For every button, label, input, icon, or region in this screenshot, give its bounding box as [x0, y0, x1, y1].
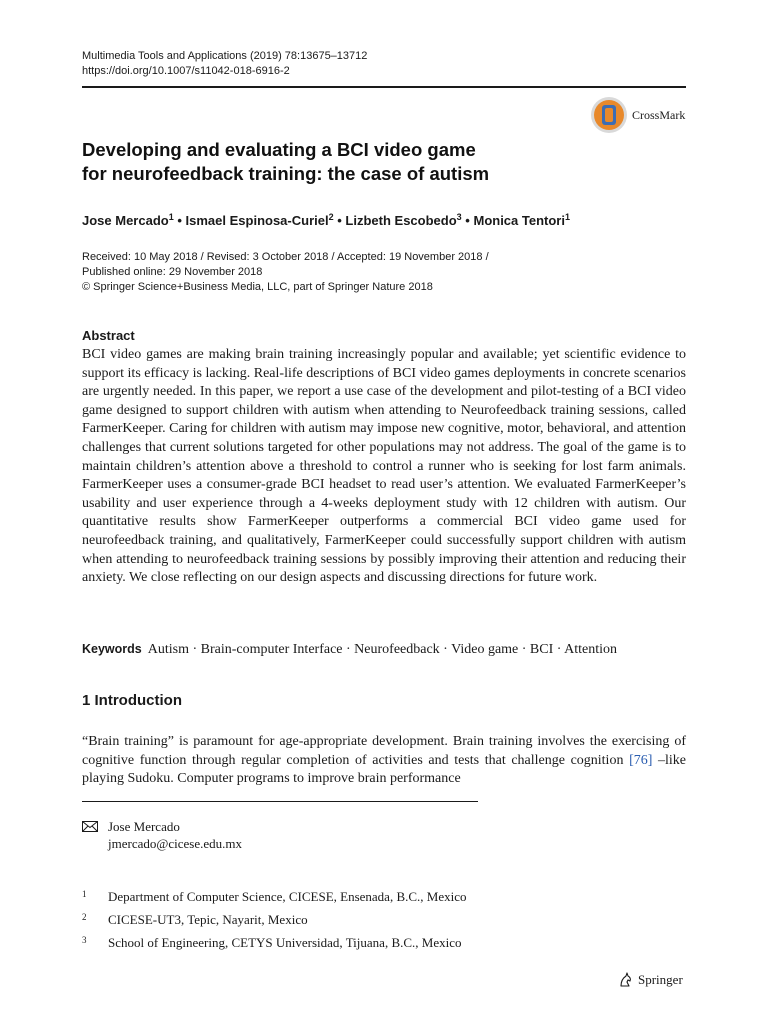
intro-text-start: “Brain training” is paramount for age-appropriate development. Brain training involves the exercising of cognitive function through regular completion of activities and tests that challenge cognition [82, 734, 686, 768]
journal-citation: Multimedia Tools and Applications (2019) 78:13675–13712 [82, 50, 368, 62]
keywords [82, 640, 686, 659]
received-revised-accepted: Received: 10 May 2018 / Revised: 3 October 2018 / Accepted: 19 November 2018 / [82, 251, 489, 263]
affiliation-number: 1 [82, 889, 87, 899]
abstract-heading: Abstract [82, 328, 135, 343]
author-name[interactable]: Monica Tentori [473, 213, 565, 228]
affiliation-number: 3 [82, 935, 87, 945]
author-name[interactable]: Ismael Espinosa-Curiel [185, 213, 329, 228]
footnote-rule [82, 801, 478, 802]
affiliation-2 [82, 911, 308, 928]
envelope-icon [82, 818, 108, 835]
title-line-2: for neurofeedback training: the case of autism [82, 163, 490, 184]
author-separator: • [465, 213, 470, 228]
title-line-1: Developing and evaluating a BCI video game [82, 139, 476, 160]
abstract-text: BCI video games are making brain training increasingly popular and available; yet scientific evidence to support its efficacy is lacking. Real-life descriptions of BCI video games deployments in concrete scenarios are urgently needed. In this paper, we report a use case of the development and pilot-testing of a BCI video game designed to support children with autism when attending to Neurofeedback training sessions, called FarmerKeeper. Caring for children with autism may impose new cognitive, motor, behavioral, and attention challenges that current solutions targeted for other populations may not address. The goal of the game is to maintain children’s attention above a threshold to control a runner who is seeking for lost farm animals. FarmerKeeper uses a consumer-grade BCI headset to read user’s attention. We evaluated FarmerKeeper’s usability and user experience through a 4-weeks deployment study with 12 children with autism. Our quantitative results show FarmerKeeper outperforms a commercial BCI video game used for neurofeedback training, and qualitatively, FarmerKeeper could successfully support children with autism when attending to neurofeedback training sessions by possibly improving their attention and reducing their anxiety. We close reflecting on our design aspects and discussing directions for future work. [82, 347, 686, 586]
crossmark-icon [590, 96, 628, 134]
author-affiliation-mark: 2 [328, 212, 334, 222]
author-affiliation-mark: 1 [168, 212, 174, 222]
introduction-heading: 1 Introduction [82, 692, 182, 709]
author-separator: • [337, 213, 342, 228]
affiliation-text: Department of Computer Science, CICESE, Ensenada, B.C., Mexico [108, 889, 467, 904]
keywords-list: Autism · Brain-computer Interface · Neurofeedback · Video game · BCI · Attention [147, 642, 618, 657]
contact-name: Jose Mercado [108, 819, 180, 834]
doi-link[interactable]: https://doi.org/10.1007/s11042-018-6916-2 [82, 65, 290, 77]
crossmark-badge[interactable] [590, 96, 685, 134]
header-rule [82, 86, 686, 88]
author-separator: • [177, 213, 182, 228]
citation-link[interactable]: [76] [629, 752, 653, 768]
publisher-logo [618, 972, 683, 988]
keywords-label: Keywords [82, 642, 142, 656]
author-affiliation-mark: 1 [564, 212, 570, 222]
crossmark-label: CrossMark [632, 107, 686, 122]
publication-dates [82, 250, 682, 295]
springer-horse-icon [618, 972, 634, 988]
contact-email[interactable]: jmercado@cicese.edu.mx [108, 836, 242, 851]
article-title [82, 138, 642, 186]
affiliation-text: CICESE-UT3, Tepic, Nayarit, Mexico [108, 912, 308, 927]
published-online: Published online: 29 November 2018 [82, 266, 263, 278]
copyright-notice: © Springer Science+Business Media, LLC, part of Springer Nature 2018 [82, 281, 433, 293]
affiliation-3 [82, 934, 462, 951]
author-list [82, 208, 682, 230]
affiliation-number: 2 [82, 912, 87, 922]
publisher-name: Springer [638, 972, 683, 987]
affiliation-1 [82, 888, 467, 905]
author-affiliation-mark: 3 [456, 212, 462, 222]
introduction-text [82, 733, 686, 789]
affiliation-text: School of Engineering, CETYS Universidad, Tijuana, B.C., Mexico [108, 935, 462, 950]
author-name[interactable]: Lizbeth Escobedo [345, 213, 457, 228]
intro-text-end: –like playing Sudoku. Computer programs to improve brain performance [82, 752, 686, 787]
author-name[interactable]: Jose Mercado [82, 213, 169, 228]
corresponding-author [82, 818, 242, 852]
